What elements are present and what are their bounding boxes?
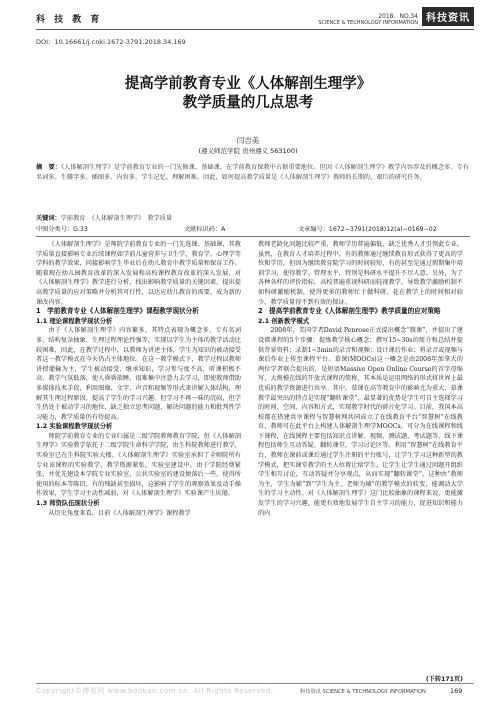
body-paragraph: 从历史角度来看，目前《人体解剖生理学》课程教学 [48, 509, 191, 517]
subsection-heading: 1.2 实验课程教学现状分析 [36, 423, 113, 431]
section-label: 科 技 教 育 [36, 15, 103, 25]
issue-subtitle: SCIENCE & TECHNOLOGY INFORMATION [318, 20, 418, 26]
document-code: 文献标识码：A [184, 226, 226, 233]
section-heading: 2 提高学前教育专业《人体解剖生理学》教学质量的应对策略 [258, 307, 441, 316]
footer-journal-name: 科技资讯 SCIENCE & TECHNOLOGY INFORMATION [300, 689, 426, 695]
copyright-watermark: Copyright©博看网 www.bookan.com.cn. All Rights Reserved. [36, 687, 274, 695]
abstract-rule [36, 236, 470, 237]
body-paragraph: 《人体解剖生理学》是师院学前教育专业的一门先选课、基础课，其教学质量直接影响专业后续课程如学前儿童营养与卫生学、教育学、心理学等学科的教学效果，同接影响学生毕业后在幼儿教育中教学质量和保育工作。随着现在幼儿园教育改革的深入发展和高校课程教育改革的深入发展，对《人体解剖生理学》教学进行分析，找出影响教学质量的关键因素，提出提高教学质量的应对策略并分析其可行性，以达应幼儿教育的需要，成为新的课改内容。 [36, 241, 241, 306]
body-paragraph: 师院学前教育专业的专业归属是二级学院教师教育学院，但《人体解剖生理学》实验教学依托于二级学院生命科学学院，由生科院教师进行教学，实验室已在生科院实验大楼。《人体解剖生理学》实验室承担了全师院所有专业该课程的实验教学，教学资源紧张，实验室建设中，由于学院经费紧张，并优先建设本学院专业实验室，公共实验室的建设便落后一些，使得所使用的标本等陈旧，有的残缺甚至损坏，这影响了学生的观察效果及动手操作效果，学生学习主动性减弱，对《人体解剖生理学》实验课产生厌倦。 [36, 432, 241, 498]
body-paragraph: 教师老龄化问题比较严重，教师学历普遍偏低，缺乏优秀人才引领此专业。虽然，在教育人才培养过程中，有的教师通过继续教育形式获得了更高的学位和学历，但因为继续教育院学习的时间较短，有的甚至是通过假期集中培训学习，使得教学、管理水平，特别是科研水平提升不尽人意。另外，为了各种各样的评价指标，高校普遍重视科研而轻视教学，导致教学激励机制不如科研激励机制，使得更多的教师忙于做科研，花在教学上的时间相对较少，教学质量得不到有效的保证。 [258, 241, 463, 306]
affiliation: (遵义师范学院 贵州遵义 563100) [198, 147, 298, 155]
footer-rule [36, 683, 474, 684]
keywords-label: 关键词： [36, 215, 61, 222]
abstract-label: 摘 要： [36, 164, 61, 171]
article-title-line-1: 提高学前教育专业《人体解剖生理学》 [124, 76, 372, 92]
abstract-text: 《人体解剖生理学》是学前教育专业的一门先修课、基础课，在学前教育保教中占据重要地位。但因《人体解剖生理学》教学内容涉及的概念多、专有名词多、生僻字多、插图多、内容多、学生记忆、理解困难。因此，如何提高教学质量是《人体解剖生理学》教师的长期的、艰巨的研究任务。 [36, 164, 469, 181]
page-number: 169 [450, 687, 463, 695]
body-column-left [36, 240, 241, 518]
journal-brand: 科技资讯 [422, 7, 474, 26]
author: 闫吉美 [236, 136, 260, 145]
page-header [0, 0, 496, 30]
issue-number: 2018．NO.34 [378, 13, 418, 20]
continued-note: (下转171页) [425, 676, 463, 683]
subsection-heading: 1.3 师资队伍现状分析 [36, 500, 100, 508]
body-paragraph: 2008年，美国学者David Penrose正式提出概念“微课”，并提出了建设微课程的5个步骤：提炼教学核心概念；撰写15~30s的简介和总结并提供背景资料；录制1~3min的录音和视频；设计课后作业；将录音或视频与课后作业上传至课程平台。慕课(MOOCs)这一概念是由2008年加拿大的两位学者联合提出的，是短语Massive Open Online Course的首字母缩写，大规模在线的开放式课程的简称，其本质是运用网络的形式将世界上最优质的教学资源进行共享。其中，慕课在高等教育中的影响尤为重大，慕课教学最突出的特点是实现“翻转课堂”，最显著的优势是学生可自主选择学习的时间、空间、内容和方式，实现教学时代的碎片化学习。目前，我国本高校都在搭建共享课程与智慧树网共同成立了在线教育平台“智慧树”在线教育，教师可在此平台上构建人体解剖生理学MOOCs，可分为在线课程和线下课程，在线课程主要包括知识点讲解、视频、测试题、考试题等，线下课程包括师生互动答疑、翻转课堂、学习讨论区等。利用“智慧树”在线教育平台，教师在课前或课后通过学生注册的平台账号，让学生学习这种新型的教学模式，把实课堂教学的主人位置让给学生，让学生让学生通过问题开组织学生相互讨论，互动答疑并分享观点，从而实现“翻转课堂”，这种由“教师为主，学生为辅”到“学生为主，老师为辅”的教学模式的转变，能调动大学生的学习主动性。对《人体解剖生理学》这门比较抽象的课程来说，更能激发学生的学习兴趣，能更有效地发展学生自主学习的能力，促进知识和能力的内 [258, 327, 463, 517]
header-rule [36, 29, 474, 30]
keywords-text: 学前教育 《人体解剖生理学》 教学质量 [60, 215, 173, 222]
issue-info [318, 14, 418, 26]
keywords [36, 213, 469, 222]
article-title-line-2: 教学质量的几点思考 [182, 95, 314, 111]
section-heading: 1 学前教育专业《人体解剖生理学》课程教学现状分析 [36, 307, 199, 316]
subsection-heading: 1.1 理论课程教学现状分析 [36, 317, 113, 325]
doi[interactable]: DOI：10.16661/j.cnki.1672-3791.2018.34.169 [36, 38, 186, 46]
body-paragraph: 由于《人体解剖生理学》内容繁多，其特点表现为概念多、专有名词多、结构复杂抽象、生理过程理论性强等，实现以学生为主体的教学活动比较困难，因此，在教学过程中，以教师为讲述主体，学生为知识的被动接受者这一教学模式在今天仍占主体地位。在这一教学模式下，教学过程以教师讲授灌输为主，学生被动接受、继承知识，学习参与度不高，听课积极不高、教学气氛低落，使人昏昏欲睡，很难集中注意力去学习，即使教师借助多媒体技术手段，利用图像、文字、声音和视频等形式来讲解人体结构，理解其生理过程原因，提高了学生的学习兴趣，但学习不再一味的沉闷，但学生仍处于被动学习的地位，缺乏独立思考问题、解决问题的能力和批判性学习能力，教学质量仍有待提高。 [36, 327, 241, 421]
article-number: 文章编号：1672−3791(2018)12(a)−0169−02 [298, 226, 437, 233]
body-column-right [258, 240, 463, 518]
subsection-heading: 2.1 创新教学模式 [258, 317, 310, 325]
clc-number: 中图分类号：G.33 [36, 226, 88, 233]
abstract [36, 163, 469, 183]
journal-brand-block [318, 6, 474, 26]
